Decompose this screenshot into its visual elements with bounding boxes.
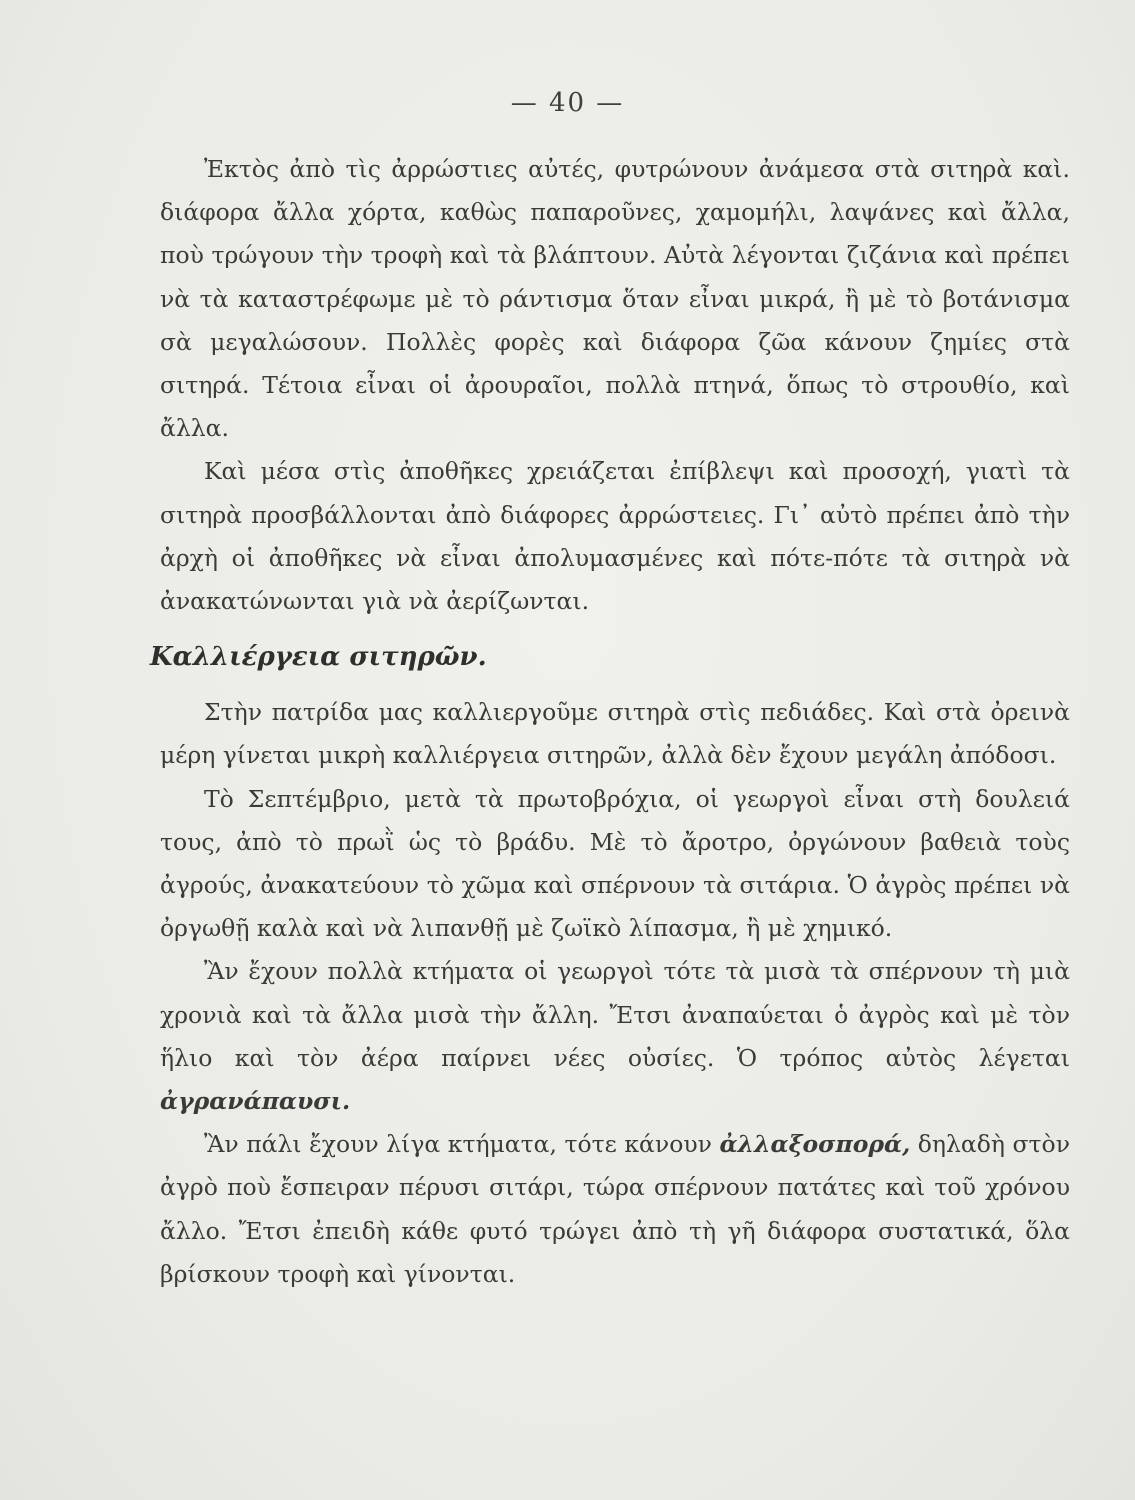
paragraph-diseases-weeds: Ἐκτὸς ἀπὸ τὶς ἀρρώστιες αὐτές, φυτρώνουν ἀνάμεσα στὰ σιτηρὰ καὶ. διάφορα ἄλλα χόρτα, καθὼς παπαροῦνες, χαμομήλι, λαψάνες καὶ ἄλλα, ποὺ τρώγουν τὴν τροφὴ καὶ τὰ βλάπτουν. Αὐτὰ λέγονται ζιζάνια καὶ πρέπει νὰ τὰ καταστρέφωμε μὲ τὸ ράντισμα ὅταν εἶναι μικρά, ἢ μὲ τὸ βοτάνισμα σὰ μεγαλώσουν. Πολλὲς φορὲς καὶ διάφορα ζῶα κάνουν ζημίες στὰ σιτηρά. Τέτοια εἶναι οἱ ἀρουραῖοι, πολλὰ πτηνά, ὅπως τὸ στρουθίο, καὶ ἄλλα. [160, 155, 1070, 443]
paragraph-fallow-text: Ἂν ἔχουν πολλὰ κτήματα οἱ γεωργοὶ τότε τὰ μισὰ τὰ σπέρνουν τὴ μιὰ χρονιὰ καὶ τὰ ἄλλα μισὰ τὴν ἄλλη. Ἔτσι ἀναπαύεται ὁ ἀγρὸς καὶ μὲ τὸν ἥλιο καὶ τὸν ἀέρα παίρνει νέες οὐσίες. Ὁ τρόπος αὐτὸς λέγεται [160, 957, 1070, 1072]
page-text [150, 148, 1070, 1296]
paragraph-fallow [160, 950, 1070, 1123]
paragraph-cultivation-regions: Στὴν πατρίδα μας καλλιεργοῦμε σιτηρὰ στὶς πεδιάδες. Καὶ στὰ ὀρεινὰ μέρη γίνεται μικρὴ καλλιέργεια σιτηρῶν, ἀλλὰ δὲν ἔχουν μεγάλη ἀπόδοσι. [160, 698, 1070, 770]
paragraph-storage: Καὶ μέσα στὶς ἀποθῆκες χρειάζεται ἐπίβλεψι καὶ προσοχή, γιατὶ τὰ σιτηρὰ προσβάλλονται ἀπὸ διάφορες ἀρρώστειες. Γι᾽ αὐτὸ πρέπει ἀπὸ τὴν ἀρχὴ οἱ ἀποθῆκες νὰ εἶναι ἀπολυμασμένες καὶ πότε-πότε τὰ σιτηρὰ νὰ ἀνακατώνωνται γιὰ νὰ ἀερίζωνται. [160, 457, 1070, 616]
paragraph-rotation [160, 1123, 1070, 1296]
section-heading: Καλλιέργεια σιτηρῶν. [150, 642, 487, 673]
paragraph-rotation-text: Ἂν πάλι ἔχουν λίγα κτήματα, τότε κάνουν [204, 1130, 720, 1159]
term-fallow: ἀγρανάπαυσι. [160, 1087, 351, 1116]
paragraph-sowing: Τὸ Σεπτέμβριο, μετὰ τὰ πρωτοβρόχια, οἱ γεωργοὶ εἶναι στὴ δουλειά τους, ἀπὸ τὸ πρωῒ ὡς τὸ βράδυ. Μὲ τὸ ἄροτρο, ὀργώνουν βαθειὰ τοὺς ἀγρούς, ἀνακατεύουν τὸ χῶμα καὶ σπέρνουν τὰ σιτάρια. Ὁ ἀγρὸς πρέπει νὰ ὀργωθῇ καλὰ καὶ νὰ λιπανθῇ μὲ ζωϊκὸ λίπασμα, ἢ μὲ χημικό. [160, 784, 1070, 943]
page-number: — 40 — [510, 88, 625, 118]
term-crop-rotation: ἀλλαξοσπορά, [719, 1130, 911, 1159]
paragraph-rotation-text-after: δηλαδὴ στὸν ἀγρὸ ποὺ ἔσπειραν πέρυσι σιτάρι, τώρα σπέρνουν πατάτες καὶ τοῦ χρόνου ἄλλο. Ἔτσι ἐπειδὴ κάθε φυτό τρώγει ἀπὸ τὴ γῆ διάφορα συστατικά, ὅλα βρίσκουν τροφὴ καὶ γίνονται. [160, 1130, 1070, 1288]
